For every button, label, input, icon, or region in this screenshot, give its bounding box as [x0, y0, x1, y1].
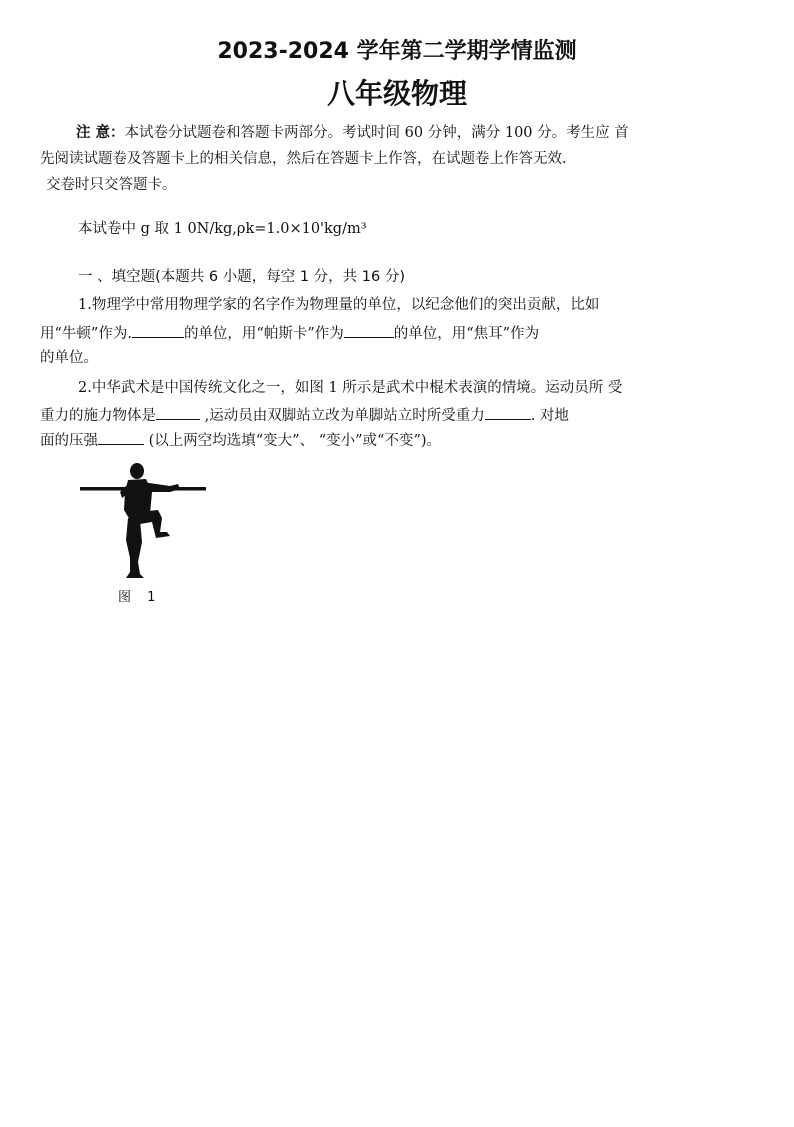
q2-line-2: 重力的施力物体是 ,运动员由双脚站立改为单脚站立时所受重力 . 对地 — [40, 405, 569, 425]
answer-blank-q1-1[interactable] — [132, 323, 184, 338]
notice-line-1 — [76, 124, 629, 142]
q2-line-1: 2.中华武术是中国传统文化之一，如图 1 所示是武术中棍术表演的情境。运动员所 受 — [78, 380, 623, 396]
notice-text-1: 本试卷分试题卷和答题卡两部分。考试时间 60 分钟，满分 100 分。考生应 首 — [124, 125, 629, 141]
answer-blank-q1-2[interactable] — [344, 323, 394, 338]
martial-artist-figure — [80, 462, 210, 584]
exam-title: 2023-2024 学年第二学期学情监测 — [217, 39, 577, 64]
notice-line-3: 交卷时只交答题卡。 — [46, 177, 177, 193]
answer-blank-q2-1[interactable] — [156, 405, 200, 420]
notice-line-2: 先阅读试题卷及答题卡上的相关信息，然后在答题卡上作答，在试题卷上作答无效. — [40, 151, 567, 167]
notice-label: 注 意： — [76, 125, 125, 141]
answer-blank-q2-2[interactable] — [485, 405, 531, 420]
section-heading: 一 、填空题(本题共 6 小题，每空 1 分，共 16 分) — [78, 269, 405, 285]
q2-line-3: 面的压强 (以上两空均选填“变大”、 “变小”或“不变”)。 — [40, 430, 441, 450]
q1-line-3: 的单位。 — [40, 350, 98, 366]
answer-blank-q2-3[interactable] — [98, 430, 144, 445]
constants-line: 本试卷中 g 取 1 0N/kg,ρk=1.0×10'kg/m³ — [78, 221, 367, 237]
figure-caption: 图 1 — [118, 590, 162, 605]
q1-line-2: 用“牛顿”作为. 的单位，用“帕斯卡”作为 的单位，用“焦耳”作为 — [40, 323, 539, 343]
subject-title: 八年级物理 — [326, 77, 467, 110]
q1-line-1: 1.物理学中常用物理学家的名字作为物理量的单位，以纪念他们的突出贡献，比如 — [78, 297, 600, 313]
